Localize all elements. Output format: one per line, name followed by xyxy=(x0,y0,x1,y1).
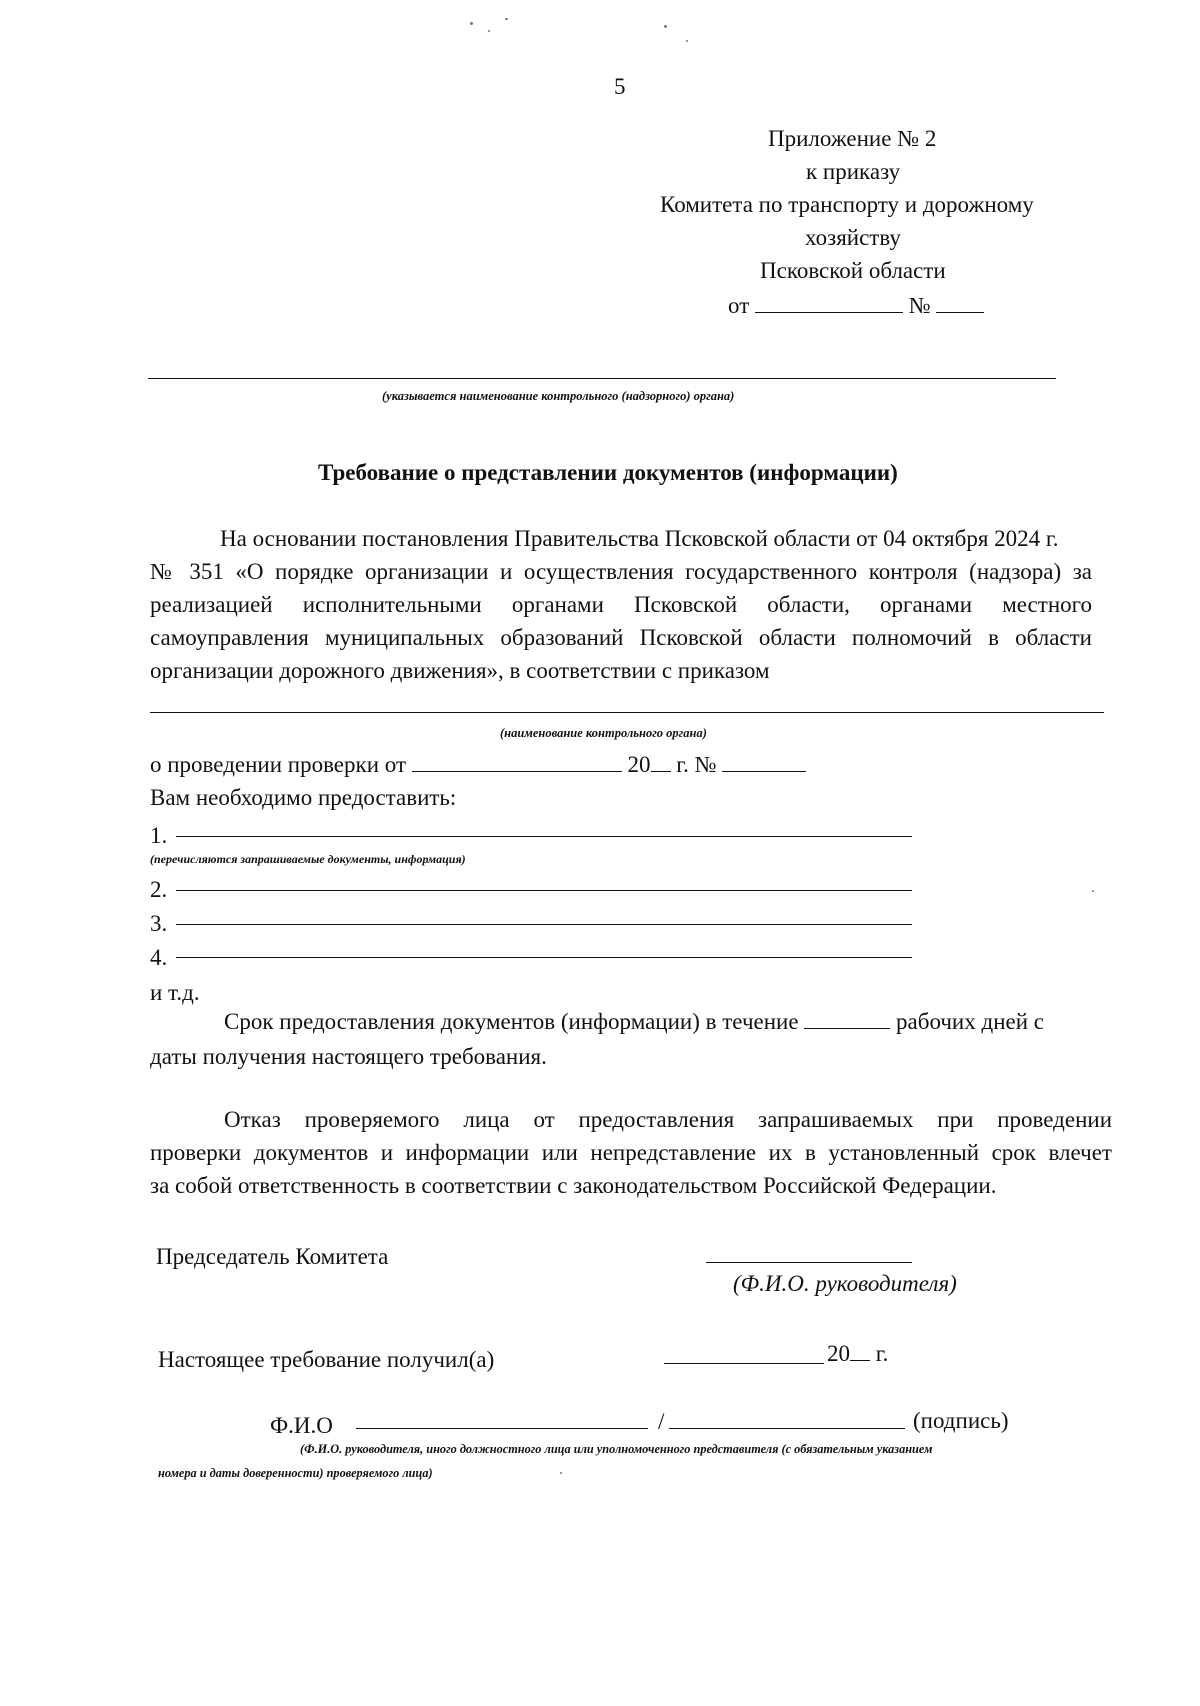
inspection-number-blank xyxy=(722,749,806,772)
inspection-year-blank xyxy=(651,749,671,772)
appendix-from-label: от xyxy=(728,293,750,318)
received-year-blank xyxy=(850,1338,870,1361)
deadline-text-1: Срок предоставления документов (информации) в течение xyxy=(224,1009,799,1034)
page-number: 5 xyxy=(614,74,626,99)
signatory-signature-line xyxy=(706,1262,912,1263)
appendix-committee-cont: хозяйству xyxy=(805,225,901,250)
appendix-region: Псковской области xyxy=(760,258,946,283)
fio-signature-label: (подпись) xyxy=(913,1408,1009,1433)
scan-speck xyxy=(505,18,508,20)
received-label: Настоящее требование получил(а) xyxy=(158,1347,495,1372)
etc-label: и т.д. xyxy=(150,980,200,1005)
control-org-line xyxy=(150,712,1104,713)
appendix-order-ref: к приказу xyxy=(806,159,901,184)
item-2-line xyxy=(176,890,912,891)
fio-label: Ф.И.О xyxy=(270,1413,333,1438)
inspection-number-label: № xyxy=(694,752,717,777)
refusal-line-1: Отказ проверяемого лица от предоставления запрашиваемых при проведении xyxy=(224,1107,1112,1132)
inspection-year-suffix: г. xyxy=(676,752,689,777)
fio-signature-line xyxy=(669,1428,905,1429)
items-caption: (перечисляются запрашиваемые документы, информация) xyxy=(150,852,466,866)
basis-line-4: самоуправления муниципальных образований Псковской области полномочий в области xyxy=(150,625,1092,650)
item-2-number: 2. xyxy=(150,877,168,902)
fio-caption-line-1: (Ф.И.О. руководителя, иного должностного лица или уполномоченного представителя (с обязательным указанием xyxy=(300,1442,933,1456)
deadline-text-2: рабочих дней с xyxy=(896,1009,1044,1034)
item-3-number: 3. xyxy=(150,911,168,936)
signatory-label: Председатель Комитета xyxy=(156,1244,389,1269)
control-organ-line xyxy=(148,378,1056,379)
deadline-line-2: даты получения настоящего требования. xyxy=(150,1044,547,1069)
appendix-title: Приложение № 2 xyxy=(768,126,937,151)
item-1-line xyxy=(176,836,912,837)
refusal-line-3: за собой ответственность в соответствии с законодательством Российской Федерации. xyxy=(150,1173,997,1198)
item-1-number: 1. xyxy=(150,823,168,848)
inspection-date-blank xyxy=(412,749,622,772)
appendix-date-blank xyxy=(755,290,903,313)
basis-line-3: реализацией исполнительными органами Псковской области, органами местного xyxy=(150,592,1092,617)
control-org-caption: (наименование контрольного органа) xyxy=(500,726,707,740)
deadline-days-blank xyxy=(804,1006,890,1029)
provide-label: Вам необходимо предоставить: xyxy=(150,785,457,810)
scan-speck xyxy=(1092,890,1094,892)
scan-speck xyxy=(664,25,667,28)
appendix-committee: Комитета по транспорту и дорожному xyxy=(660,192,1034,217)
fio-name-line xyxy=(356,1428,648,1429)
fio-slash: / xyxy=(658,1409,665,1434)
inspection-line xyxy=(150,749,806,780)
scan-speck xyxy=(686,40,688,42)
item-4-line xyxy=(176,957,912,958)
fio-caption-line-2: номера и даты доверенности) проверяемого лица) xyxy=(158,1466,433,1480)
item-3-line xyxy=(176,924,912,925)
appendix-date-line xyxy=(728,290,984,321)
basis-line-2: № 351 «О порядке организации и осуществления государственного контроля (надзора) за xyxy=(150,559,1092,584)
appendix-number-blank xyxy=(936,290,984,313)
signatory-caption: (Ф.И.О. руководителя) xyxy=(733,1271,957,1296)
appendix-number-label: № xyxy=(908,293,931,318)
control-organ-caption: (указывается наименование контрольного (надзорного) органа) xyxy=(382,389,735,403)
scan-speck xyxy=(560,1472,562,1474)
received-year: 20 xyxy=(827,1341,850,1366)
received-date-line xyxy=(664,1363,824,1364)
scan-speck xyxy=(470,22,473,25)
inspection-prefix: о проведении проверки от xyxy=(150,752,406,777)
item-4-number: 4. xyxy=(150,945,168,970)
deadline-line-1 xyxy=(224,1005,1044,1038)
inspection-year: 20 xyxy=(627,752,651,777)
basis-line-5: организации дорожного движения», в соответствии с приказом xyxy=(150,658,770,683)
received-year-suffix: г. xyxy=(875,1341,889,1366)
basis-line-1: На основании постановления Правительства Псковской области от 04 октября 2024 г. xyxy=(220,526,1059,551)
scan-speck xyxy=(488,30,490,32)
received-year-line xyxy=(827,1338,888,1369)
document-title: Требование о представлении документов (информации) xyxy=(318,460,898,485)
refusal-line-2: проверки документов и информации или непредставление их в установленный срок влечет xyxy=(150,1140,1112,1165)
